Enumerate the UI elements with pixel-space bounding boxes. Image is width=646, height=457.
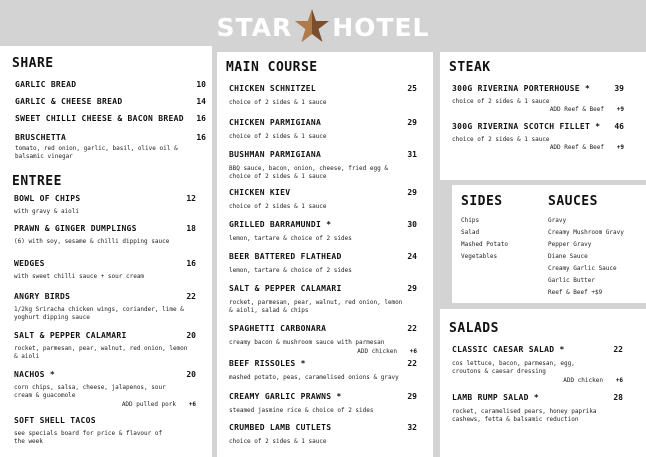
item-name: BEEF RISSOLES *: [229, 359, 306, 368]
item-addon: ADD chicken: [357, 348, 397, 355]
list-item: Mashed Potato: [461, 241, 508, 248]
item-description: choice of 2 sides & 1 sauce: [452, 136, 550, 143]
list-item: Chips: [461, 217, 480, 224]
item-name: CHICKEN SCHNITZEL: [229, 84, 316, 93]
item-description: tomato, red onion, garlic, basil, olive oil & balsamic vinegar: [15, 145, 178, 160]
item-price: 14: [196, 97, 206, 106]
item-price: 29: [407, 284, 417, 293]
salads-title: SALADS: [449, 321, 499, 336]
item-name: 300G RIVERINA SCOTCH FILLET *: [452, 122, 601, 131]
sauces-list: [548, 215, 624, 299]
item-price: 39: [614, 84, 624, 93]
item-price: 22: [186, 292, 196, 301]
item-price: 16: [196, 133, 206, 142]
item-name: GRILLED BARRAMUNDI *: [229, 220, 332, 229]
item-price: 12: [186, 194, 196, 203]
item-description: lemon, tartare & choice of 2 sides: [229, 267, 352, 274]
item-name: CREAMY GARLIC PRAWNS *: [229, 392, 342, 401]
list-item: Creamy Garlic Sauce: [548, 265, 617, 272]
item-description: choice of 2 sides & 1 sauce: [229, 99, 327, 106]
item-addon-price: +6: [409, 348, 417, 355]
menu-item: [0, 168, 212, 457]
item-description: corn chips, salsa, cheese, jalapenos, sour cream & guacomole: [14, 384, 166, 399]
item-description: choice of 2 sides & 1 sauce: [452, 98, 550, 105]
item-name: ANGRY BIRDS: [14, 292, 71, 301]
item-name: BUSHMAN PARMIGIANA: [229, 150, 322, 159]
salads-panel: [440, 309, 646, 457]
item-addon-price: +6: [615, 377, 623, 384]
item-description: mashed potato, peas, caramelised onions & gravy: [229, 374, 399, 381]
item-price: 22: [407, 359, 417, 368]
menu-item: [440, 52, 646, 180]
item-name: LAMB RUMP SALAD *: [452, 393, 539, 402]
item-price: 16: [196, 114, 206, 123]
item-name: NACHOS *: [14, 370, 55, 379]
list-item: Garlic Butter: [548, 277, 595, 284]
menu-item: [0, 46, 212, 168]
item-name: BRUSCHETTA: [15, 133, 67, 142]
item-description: choice of 2 sides & 1 sauce: [229, 438, 327, 445]
item-name: PRAWN & GINGER DUMPLINGS: [14, 224, 137, 233]
item-price: 29: [407, 392, 417, 401]
entree-panel: [0, 168, 212, 457]
item-price: 46: [614, 122, 624, 131]
item-name: CHICKEN PARMIGIANA: [229, 118, 322, 127]
item-name: BEER BATTERED FLATHEAD: [229, 252, 342, 261]
item-price: 25: [407, 84, 417, 93]
item-price: 16: [186, 259, 196, 268]
item-description: choice of 2 sides & 1 sauce: [229, 133, 327, 140]
item-price: 20: [186, 370, 196, 379]
item-name: GARLIC & CHEESE BREAD: [15, 97, 123, 106]
hotel-logo: [0, 8, 646, 50]
item-description: rocket, caramelised pears, honey paprika cashews, fetta & balsamic reduction: [452, 408, 597, 423]
item-description: with sweet chilli sauce + sour cream: [14, 273, 145, 280]
list-item: Pepper Gravy: [548, 241, 592, 248]
steak-title: STEAK: [449, 60, 491, 75]
item-addon: ADD Reef & Beef: [549, 144, 604, 151]
item-addon: ADD Reef & Beef: [549, 106, 604, 113]
list-item: Creamy Mushroom Gravy: [548, 229, 624, 236]
main-course-panel: [217, 52, 433, 457]
list-item: Gravy: [548, 217, 567, 224]
item-name: SPAGHETTI CARBONARA: [229, 324, 327, 333]
item-description: choice of 2 sides & 1 sauce: [229, 203, 327, 210]
item-addon: ADD chicken: [563, 377, 603, 384]
item-name: GARLIC BREAD: [15, 80, 77, 89]
item-price: 22: [407, 324, 417, 333]
item-description: with gravy & aioli: [14, 208, 80, 215]
item-description: BBQ sauce, bacon, onion, cheese, fried egg & choice of 2 sides & 1 sauce: [229, 165, 388, 180]
item-description: lemon, tartare & choice of 2 sides: [229, 235, 352, 242]
sides-sauces-panel: [452, 185, 646, 303]
item-price: 28: [613, 393, 623, 402]
item-description: steamed jasmine rice & choice of 2 sides: [229, 407, 374, 414]
item-price: 20: [186, 331, 196, 340]
item-description: cos lettuce, bacon, parmesan, egg, croutons & caesar dressing: [452, 360, 575, 375]
item-addon: ADD pulled pork: [121, 401, 176, 408]
share-panel: [0, 46, 212, 168]
item-addon-price: +6: [188, 401, 196, 408]
item-price: 10: [196, 80, 206, 89]
logo-text-right: HOTEL: [332, 13, 430, 42]
item-price: 29: [407, 188, 417, 197]
list-item: Vegetables: [461, 253, 498, 260]
item-price: 24: [407, 252, 417, 261]
menu-item: [440, 309, 646, 457]
item-name: 300G RIVERINA PORTERHOUSE *: [452, 84, 591, 93]
item-name: SWEET CHILLI CHEESE & BACON BREAD: [15, 114, 184, 123]
item-name: WEDGES: [14, 259, 45, 268]
item-description: rocket, parmesan, pear, walnut, red onion, lemon & aioli: [14, 345, 188, 360]
item-addon-price: +9: [616, 106, 624, 113]
item-name: BOWL OF CHIPS: [14, 194, 81, 203]
item-name: SALT & PEPPER CALAMARI: [229, 284, 342, 293]
menu-item: [217, 52, 433, 457]
item-description: see specials board for price & flavour of the week: [14, 430, 163, 445]
item-name: CLASSIC CAESAR SALAD *: [452, 345, 565, 354]
list-item: Salad: [461, 229, 480, 236]
item-description: (6) with soy, sesame & chilli dipping sauce: [14, 238, 170, 245]
item-description: creamy bacon & mushroom sauce with parmesan: [229, 339, 385, 346]
item-price: 29: [407, 118, 417, 127]
list-item: Diane Sauce: [548, 253, 588, 260]
item-price: 30: [407, 220, 417, 229]
item-name: SOFT SHELL TACOS: [14, 416, 96, 425]
item-price: 22: [613, 345, 623, 354]
list-item: Reef & Beef +$9: [548, 289, 603, 296]
item-price: 32: [407, 423, 417, 432]
item-name: SALT & PEPPER CALAMARI: [14, 331, 127, 340]
item-name: CHICKEN KIEV: [229, 188, 291, 197]
item-price: 18: [186, 224, 196, 233]
steak-panel: [440, 52, 646, 180]
main-course-title: MAIN COURSE: [226, 60, 318, 75]
sides-list: [461, 215, 508, 263]
item-addon-price: +9: [616, 144, 624, 151]
entree-title: ENTREE: [12, 174, 62, 189]
logo-text-left: STAR: [216, 13, 293, 42]
item-description: rocket, parmesan, pear, walnut, red onion, lemon & aioli, salad & chips: [229, 299, 403, 314]
star-icon: [294, 8, 330, 50]
share-title: SHARE: [12, 56, 54, 71]
sauces-title: SAUCES: [548, 194, 598, 209]
item-name: CRUMBED LAMB CUTLETS: [229, 423, 332, 432]
item-price: 31: [407, 150, 417, 159]
sides-title: SIDES: [461, 194, 503, 209]
item-description: 1/2kg Sriracha chicken wings, coriander, lime & yoghurt dipping sauce: [14, 306, 184, 321]
